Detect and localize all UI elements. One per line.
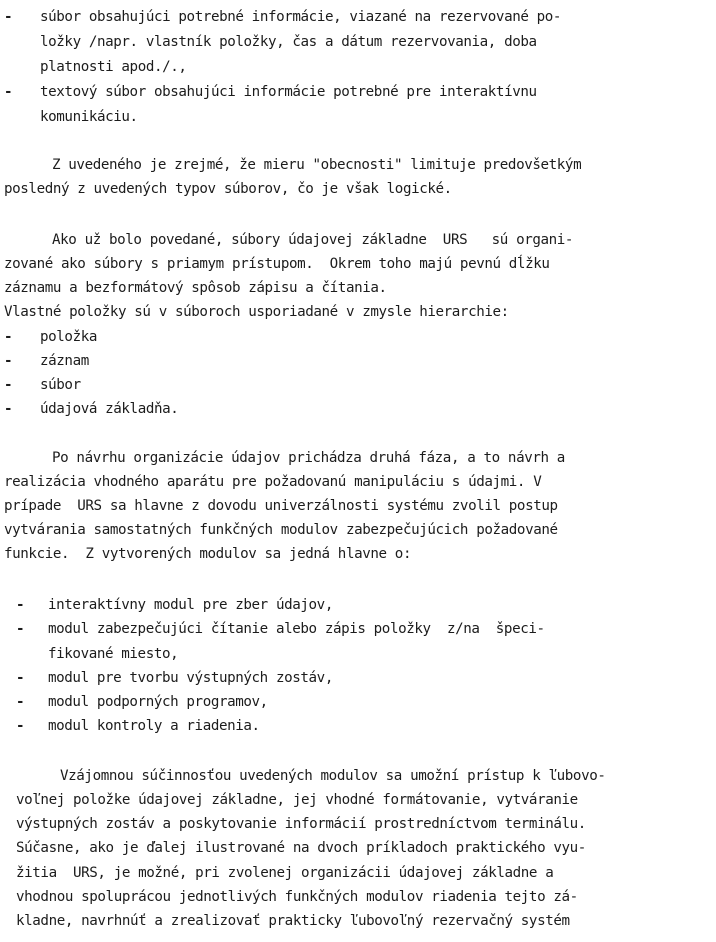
paragraph-line: funkcie. Z vytvorených modulov sa jedná hlavne o:	[4, 546, 412, 562]
paragraph-line: žitia URS, je možné, pri zvolenej organizácii údajovej základne a	[16, 865, 554, 881]
module-item: fikované miesto,	[48, 646, 179, 662]
hierarchy-item: údajová základňa.	[40, 401, 179, 417]
paragraph-line: vhodnou spoluprácou jednotlivých funkčných modulov riadenia tejto zá-	[16, 889, 578, 905]
paragraph-line: realizácia vhodného aparátu pre požadovanú manipuláciu s údajmi. V	[4, 474, 542, 490]
paragraph-line: záznamu a bezformátový spôsob zápisu a čítania.	[4, 280, 387, 296]
hierarchy-dash: -	[4, 353, 13, 369]
hierarchy-dash: -	[4, 401, 13, 417]
hierarchy-dash: -	[4, 377, 13, 393]
hierarchy-dash: -	[4, 329, 13, 345]
bullet-text-line: komunikáciu.	[40, 109, 138, 125]
paragraph-line: voľnej položke údajovej základne, jej vhodné formátovanie, vytváranie	[16, 792, 578, 808]
bullet-text-line: textový súbor obsahujúci informácie potrebné pre interaktívnu	[40, 84, 537, 100]
hierarchy-item: súbor	[40, 377, 81, 393]
module-item: modul kontroly a riadenia.	[48, 718, 260, 734]
module-item: modul zabezpečujúci čítanie alebo zápis položky z/na špeci-	[48, 621, 545, 637]
hierarchy-item: záznam	[40, 353, 89, 369]
bullet-dash: -	[4, 84, 13, 100]
bullet-dash: -	[4, 9, 13, 25]
paragraph-line: posledný z uvedených typov súborov, čo je však logické.	[4, 181, 452, 197]
module-item: modul pre tvorbu výstupných zostáv,	[48, 670, 333, 686]
module-dash: -	[16, 597, 25, 613]
bullet-text-line: platnosti apod./.,	[40, 59, 187, 75]
paragraph-line: vytvárania samostatných funkčných modulov zabezpečujúcich požadované	[4, 522, 558, 538]
module-dash: -	[16, 718, 25, 734]
hierarchy-item: položka	[40, 329, 97, 345]
module-item: modul podporných programov,	[48, 694, 268, 710]
bullet-text-line: súbor obsahujúci potrebné informácie, viazané na rezervované po-	[40, 9, 562, 25]
module-dash: -	[16, 621, 25, 637]
paragraph-line: kladne, navrhnúť a zrealizovať prakticky ľubovoľný rezervačný systém	[16, 913, 570, 929]
paragraph-line: Po návrhu organizácie údajov prichádza druhá fáza, a to návrh a	[52, 450, 565, 466]
paragraph-line: Ako už bolo povedané, súbory údajovej základne URS sú organi-	[52, 232, 574, 248]
paragraph-line: Súčasne, ako je ďalej ilustrované na dvoch príkladoch praktického vyu-	[16, 840, 586, 856]
paragraph-line: Vlastné položky sú v súboroch usporiadané v zmysle hierarchie:	[4, 304, 509, 320]
module-item: interaktívny modul pre zber údajov,	[48, 597, 333, 613]
paragraph-line: prípade URS sa hlavne z dovodu univerzálnosti systému zvolil postup	[4, 498, 558, 514]
paragraph-line: Z uvedeného je zrejmé, že mieru "obecnosti" limituje predovšetkým	[52, 157, 582, 173]
paragraph-line: Vzájomnou súčinnosťou uvedených modulov sa umožní prístup k ľubovo-	[60, 768, 606, 784]
paragraph-line: výstupných zostáv a poskytovanie informácií prostredníctvom terminálu.	[16, 816, 586, 832]
module-dash: -	[16, 670, 25, 686]
paragraph-line: zované ako súbory s priamym prístupom. Okrem toho majú pevnú dĺžku	[4, 256, 550, 272]
module-dash: -	[16, 694, 25, 710]
bullet-text-line: ložky /napr. vlastník položky, čas a dátum rezervovania, doba	[40, 34, 537, 50]
